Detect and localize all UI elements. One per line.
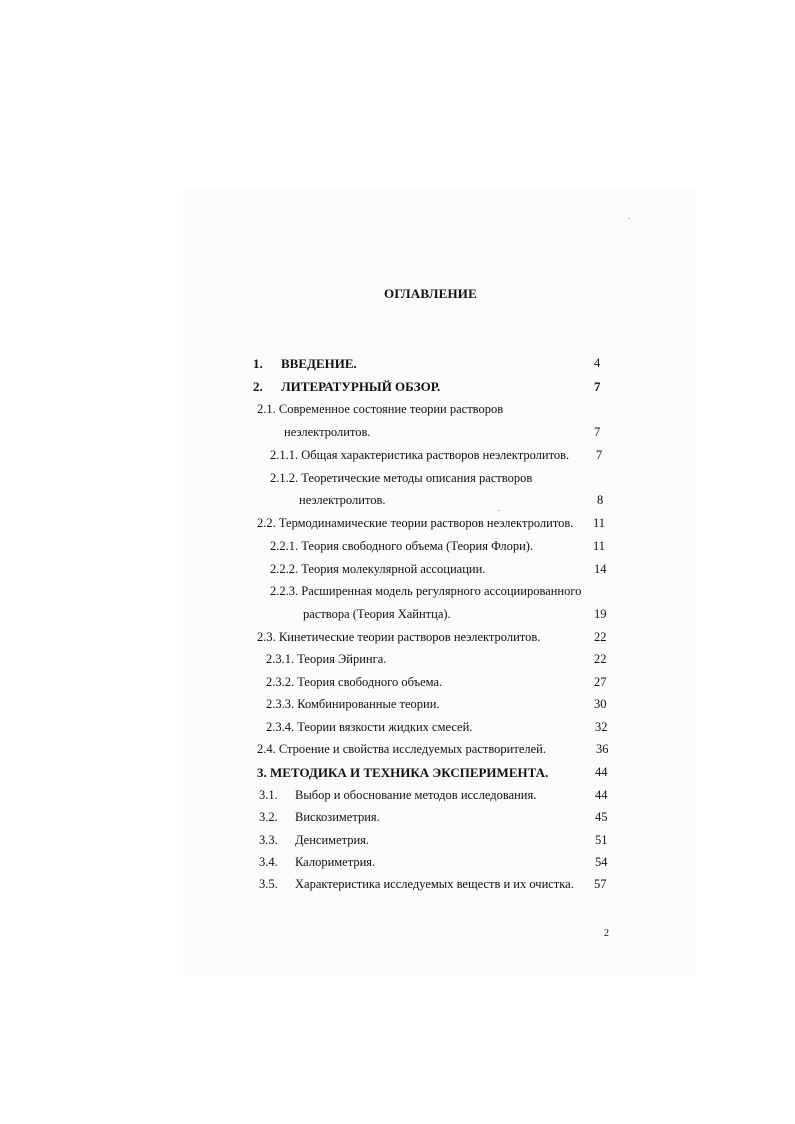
toc-entry[interactable]: 2.1. Современное состояние теории растворов — [257, 402, 504, 416]
toc-entry-page: 27 — [594, 675, 607, 689]
toc-entry-page: 4 — [594, 356, 601, 370]
toc-entry-page: 54 — [595, 855, 608, 869]
toc-entry[interactable] — [253, 379, 441, 394]
toc-entry-text: ЛИТЕРАТУРНЫЙ ОБЗОР. — [281, 379, 441, 394]
toc-entry-continuation[interactable]: раствора (Теория Хайнтца). — [303, 607, 451, 621]
toc-entry[interactable] — [259, 833, 370, 848]
toc-entry[interactable]: 2.3. Кинетические теории растворов неэлектролитов. — [257, 630, 541, 644]
toc-entry-text: Выбор и обоснование методов исследования. — [295, 788, 537, 802]
toc-entry[interactable] — [259, 855, 376, 870]
toc-entry-text: Характеристика исследуемых веществ и их очистка. — [295, 877, 574, 891]
toc-entry-page: 22 — [594, 630, 607, 644]
toc-entry[interactable]: 2.2.2. Теория молекулярной ассоциации. — [270, 562, 486, 576]
toc-entry-page: 30 — [594, 697, 607, 711]
toc-entry-number: 3.2. — [259, 810, 278, 824]
toc-entry[interactable]: 2.1.1. Общая характеристика растворов неэлектролитов. — [270, 448, 570, 462]
toc-entry-number: 2. — [253, 379, 263, 394]
toc-entry-page: 7 — [594, 425, 601, 439]
toc-entry-number: 1. — [253, 356, 263, 371]
toc-entry-number: 3.3. — [259, 833, 278, 847]
toc-entry[interactable]: 2.4. Строение и свойства исследуемых растворителей. — [257, 742, 546, 756]
toc-entry[interactable]: 2.2.1. Теория свободного объема (Теория Флори). — [270, 539, 534, 553]
toc-entry-page: 32 — [595, 720, 608, 734]
toc-entry-page: 44 — [595, 788, 608, 802]
toc-entry[interactable]: 3. МЕТОДИКА И ТЕХНИКА ЭКСПЕРИМЕНТА. — [257, 765, 549, 780]
toc-entry-page: 8 — [597, 493, 604, 507]
toc-entry[interactable] — [259, 788, 537, 803]
toc-entry[interactable]: 2.3.4. Теории вязкости жидких смесей. — [266, 720, 473, 734]
toc-entry-page: 44 — [595, 765, 608, 779]
toc-entry-continuation[interactable]: неэлектролитов. — [299, 493, 386, 507]
toc-entry-page: 7 — [596, 448, 603, 462]
toc-entry-number: 3.5. — [259, 877, 278, 891]
toc-entry-page: 14 — [594, 562, 607, 576]
toc-entry[interactable] — [259, 877, 574, 892]
toc-entry-text: ВВЕДЕНИЕ. — [281, 356, 357, 371]
toc-entry-page: 11 — [593, 516, 606, 530]
toc-entry-continuation[interactable]: неэлектролитов. — [284, 425, 371, 439]
toc-entry[interactable]: 2.2. Термодинамические теории растворов неэлектролитов. — [257, 516, 574, 530]
toc-entry-page: 7 — [594, 379, 601, 394]
toc-entry[interactable]: 2.3.2. Теория свободного объема. — [266, 675, 443, 689]
toc-entry[interactable]: 2.2.3. Расширенная модель регулярного ассоциированного — [270, 584, 582, 598]
toc-entry-text: Вискозиметрия. — [295, 810, 380, 824]
toc-entry-page: 36 — [596, 742, 609, 756]
toc-entry-page: 51 — [595, 833, 608, 847]
toc-entry-text: Калориметрия. — [295, 855, 376, 869]
toc-entry-page: 11 — [593, 539, 606, 553]
page-number: 2 — [604, 928, 609, 939]
toc-entry-page: 19 — [594, 607, 607, 621]
toc-entry-page: 22 — [594, 652, 607, 666]
toc-title: ОГЛАВЛЕНИЕ — [384, 286, 477, 301]
toc-entry[interactable]: 2.3.3. Комбинированные теории. — [266, 697, 440, 711]
toc-entry-page: 57 — [594, 877, 607, 891]
toc-entry-text: Денсиметрия. — [295, 833, 370, 847]
toc-entry[interactable]: 2.1.2. Теоретические методы описания растворов — [270, 471, 533, 485]
toc-entry[interactable] — [259, 810, 380, 825]
toc-entry[interactable] — [253, 356, 357, 371]
toc-entry-number: 3.1. — [259, 788, 278, 802]
toc-entry[interactable]: 2.3.1. Теория Эйринга. — [266, 652, 387, 666]
toc-entry-page: 45 — [595, 810, 608, 824]
toc-entry-number: 3.4. — [259, 855, 278, 869]
